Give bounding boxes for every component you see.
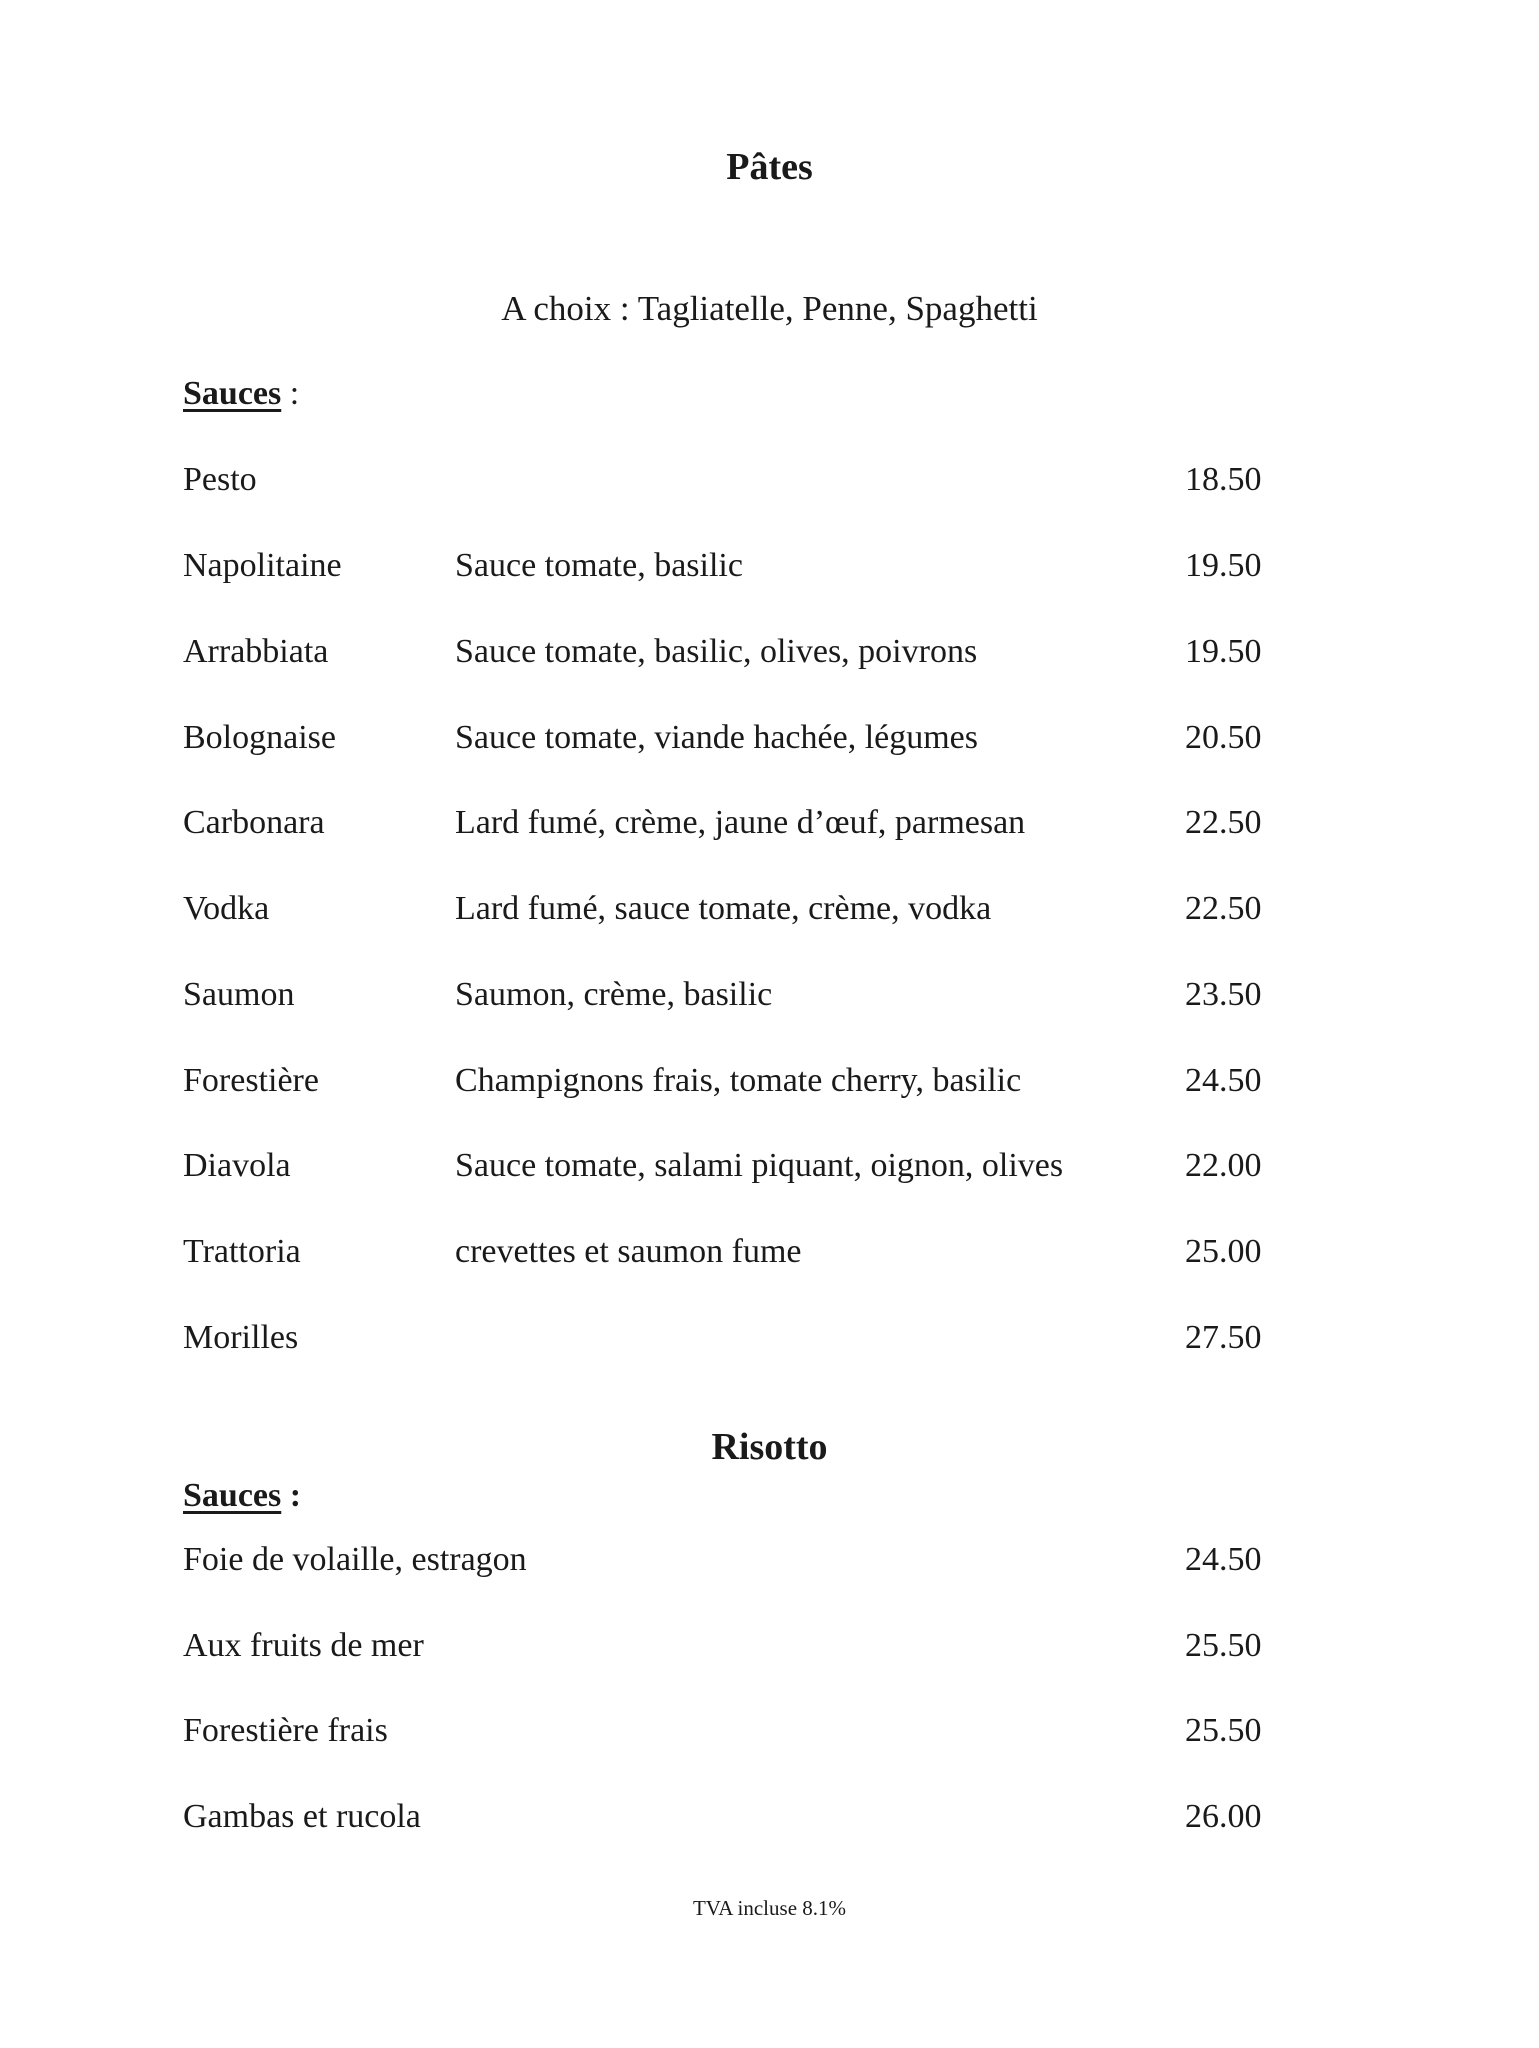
item-price: 23.50 xyxy=(1185,976,1262,1013)
item-name: Aux fruits de mer xyxy=(183,1627,424,1664)
item-name: Saumon xyxy=(183,976,295,1013)
item-name: Forestière xyxy=(183,1062,319,1099)
sauces-label: Sauces xyxy=(183,375,282,412)
item-desc: Lard fumé, sauce tomate, crème, vodka xyxy=(455,890,992,927)
item-name: Foie de volaille, estragon xyxy=(183,1541,527,1578)
menu-item-diavola xyxy=(0,1146,1539,1186)
item-desc: Lard fumé, crème, jaune d’œuf, parmesan xyxy=(455,804,1026,841)
item-price: 18.50 xyxy=(1185,461,1262,498)
item-desc: Sauce tomate, basilic xyxy=(455,547,743,584)
item-desc: Champignons frais, tomate cherry, basilic xyxy=(455,1062,1022,1099)
menu-item-bolognaise xyxy=(0,718,1539,758)
sauces-colon: : xyxy=(281,1477,302,1514)
item-price: 25.50 xyxy=(1185,1627,1262,1664)
menu-item-pesto xyxy=(0,460,1539,500)
item-name: Bolognaise xyxy=(183,719,336,756)
item-name: Morilles xyxy=(183,1319,299,1356)
item-desc: Saumon, crème, basilic xyxy=(455,976,773,1013)
item-price: 26.00 xyxy=(1185,1798,1262,1835)
item-price: 25.00 xyxy=(1185,1233,1262,1270)
item-name: Pesto xyxy=(183,461,257,498)
menu-item-forestiere xyxy=(0,1061,1539,1101)
pates-title: Pâtes xyxy=(726,146,813,188)
item-name: Trattoria xyxy=(183,1233,301,1270)
item-name: Carbonara xyxy=(183,804,325,841)
sauces-colon: : xyxy=(281,375,300,412)
risotto-item-foie-de-volaille xyxy=(0,1540,1539,1580)
risotto-item-forestiere-frais xyxy=(0,1711,1539,1751)
menu-item-napolitaine xyxy=(0,546,1539,586)
item-desc: Sauce tomate, basilic, olives, poivrons xyxy=(455,633,978,670)
item-price: 20.50 xyxy=(1185,719,1262,756)
item-price: 22.00 xyxy=(1185,1147,1262,1184)
pates-sauces-heading xyxy=(183,377,299,411)
item-name: Napolitaine xyxy=(183,547,342,584)
menu-item-trattoria xyxy=(0,1232,1539,1272)
item-price: 22.50 xyxy=(1185,890,1262,927)
menu-item-vodka xyxy=(0,889,1539,929)
menu-item-saumon xyxy=(0,975,1539,1015)
item-desc: Sauce tomate, salami piquant, oignon, olives xyxy=(455,1147,1064,1184)
item-name: Gambas et rucola xyxy=(183,1798,421,1835)
item-price: 22.50 xyxy=(1185,804,1262,841)
item-desc: Sauce tomate, viande hachée, légumes xyxy=(455,719,978,756)
menu-item-arrabbiata xyxy=(0,632,1539,672)
pasta-choice-subtitle: A choix : Tagliatelle, Penne, Spaghetti xyxy=(501,289,1038,328)
tva-note: TVA incluse 8.1% xyxy=(692,1896,847,1920)
item-price: 19.50 xyxy=(1185,633,1262,670)
item-name: Arrabbiata xyxy=(183,633,329,670)
risotto-item-gambas-rucola xyxy=(0,1797,1539,1837)
item-price: 27.50 xyxy=(1185,1319,1262,1356)
item-desc: crevettes et saumon fume xyxy=(455,1233,802,1270)
item-name: Forestière frais xyxy=(183,1712,388,1749)
item-price: 19.50 xyxy=(1185,547,1262,584)
risotto-title: Risotto xyxy=(711,1426,828,1468)
menu-item-morilles xyxy=(0,1318,1539,1358)
item-name: Vodka xyxy=(183,890,270,927)
item-price: 25.50 xyxy=(1185,1712,1262,1749)
item-name: Diavola xyxy=(183,1147,291,1184)
item-price: 24.50 xyxy=(1185,1541,1262,1578)
menu-item-carbonara xyxy=(0,803,1539,843)
risotto-item-fruits-de-mer xyxy=(0,1626,1539,1666)
item-price: 24.50 xyxy=(1185,1062,1262,1099)
risotto-sauces-heading xyxy=(183,1479,301,1513)
sauces-label: Sauces xyxy=(183,1477,282,1514)
